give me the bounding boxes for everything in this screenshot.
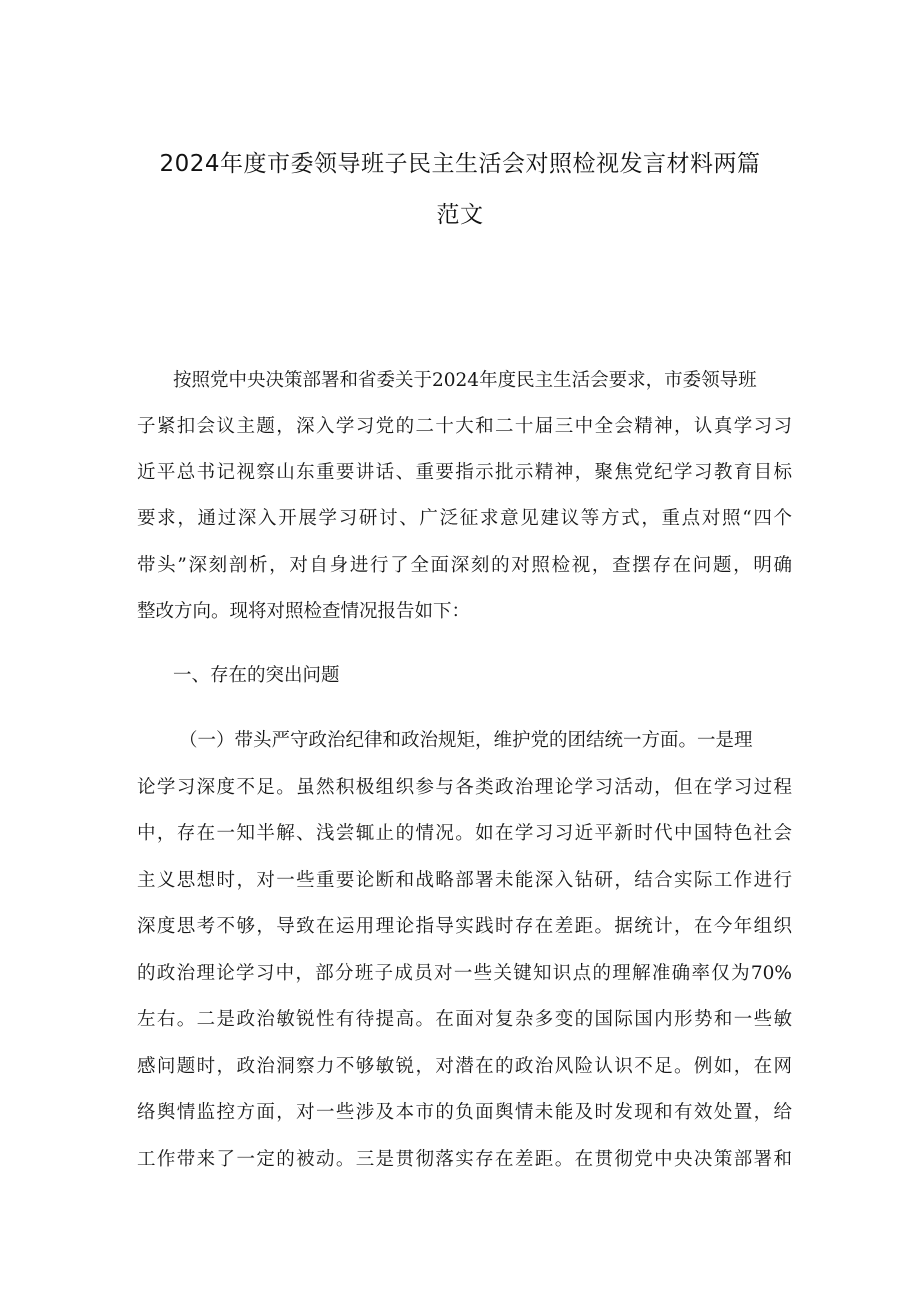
document-title-line-2: 范文 <box>436 202 484 228</box>
section-paragraph-line: 工作带来了一定的被动。三是贯彻落实存在差距。在贯彻党中央决策部署和 <box>137 1149 792 1170</box>
intro-paragraph-line: 要求，通过深入开展学习研讨、广泛征求意见建议等方式，重点对照“四个 <box>137 508 792 529</box>
intro-paragraph-line: 按照党中央决策部署和省委关于2024年度民主生活会要求，市委领导班 <box>173 370 757 391</box>
document-title-line-1: 2024年度市委领导班子民主生活会对照检视发言材料两篇 <box>159 151 761 177</box>
section-paragraph-line: 感问题时，政治洞察力不够敏锐，对潜在的政治风险认识不足。例如，在网 <box>137 1056 792 1077</box>
section-paragraph-line: 左右。二是政治敏锐性有待提高。在面对复杂多变的国际国内形势和一些敏 <box>137 1009 792 1030</box>
section-paragraph-line: 中，存在一知半解、浅尝辄止的情况。如在学习习近平新时代中国特色社会 <box>137 823 792 844</box>
section-paragraph-line: 的政治理论学习中，部分班子成员对一些关键知识点的理解准确率仅为70% <box>137 963 792 984</box>
section-paragraph-line: 络舆情监控方面，对一些涉及本市的负面舆情未能及时发现和有效处置，给 <box>137 1102 792 1123</box>
intro-paragraph-line: 整改方向。现将对照检查情况报告如下： <box>137 601 471 622</box>
section-paragraph-line: 论学习深度不足。虽然积极组织参与各类政治理论学习活动，但在学习过程 <box>137 777 792 798</box>
intro-paragraph-line: 带头”深刻剖析，对自身进行了全面深刻的对照检视，查摆存在问题，明确 <box>137 555 792 576</box>
intro-paragraph-line: 近平总书记视察山东重要讲话、重要指示批示精神，聚焦党纪学习教育目标 <box>137 462 792 483</box>
section-paragraph-line: 深度思考不够，导致在运用理论指导实践时存在差距。据统计，在今年组织 <box>137 916 792 937</box>
section-paragraph-line: （一）带头严守政治纪律和政治规矩，维护党的团结统一方面。一是理 <box>179 730 753 751</box>
section-heading: 一、存在的突出问题 <box>173 665 340 686</box>
section-paragraph-line: 主义思想时，对一些重要论断和战略部署未能深入钻研，结合实际工作进行 <box>137 870 792 891</box>
intro-paragraph-line: 子紧扣会议主题，深入学习党的二十大和二十届三中全会精神，认真学习习 <box>137 416 792 437</box>
